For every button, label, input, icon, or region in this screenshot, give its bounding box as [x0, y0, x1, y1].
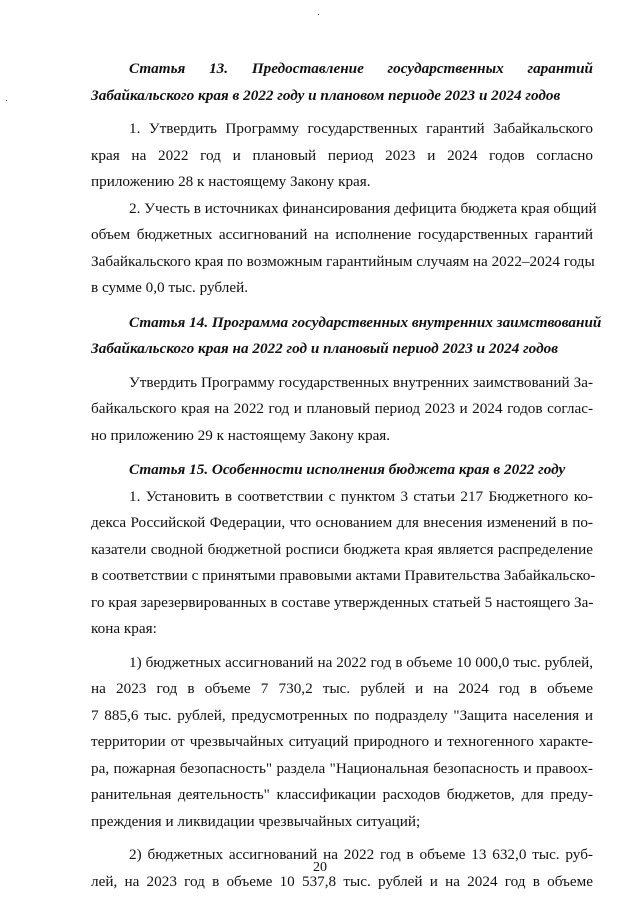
text-line: 1) бюджетных ассигнований на 2022 год в объеме 10 000,0 тыс. рублей,	[129, 653, 593, 671]
article-13-paragraph-1	[91, 116, 593, 196]
heading-line: Статья 13. Предоставление государственных гарантий	[129, 60, 593, 77]
article-13	[91, 56, 597, 302]
heading-line: Статья 14. Программа государственных внутренних заимствований	[129, 313, 602, 331]
text-line: в соответствии с принятыми правовыми актами Правительства Забайкальско-	[91, 567, 596, 584]
article-14-heading	[91, 310, 602, 363]
text-line: 2) бюджетных ассигнований на 2022 год в объеме 13 632,0 тыс. руб-	[129, 846, 593, 863]
article-14	[91, 310, 602, 450]
scan-speck	[6, 100, 7, 101]
text-line: 7 885,6 тыс. рублей, предусмотренных по подразделу "Защита населения и	[91, 706, 593, 724]
text-line: декса Российской Федерации, что основанием для внесения изменений в по-	[91, 514, 593, 531]
article-14-paragraph-1	[91, 370, 593, 450]
text-line: в сумме 0,0 тыс. рублей.	[91, 279, 248, 296]
text-line: на 2023 год в объеме 7 730,2 тыс. рублей и на 2024 год в объеме	[91, 680, 593, 697]
text-line: ра, пожарная безопасность" раздела "Национальная безопасность и правоох-	[91, 759, 593, 777]
scan-speck	[318, 14, 319, 15]
heading-line: Забайкальского края в 2022 году и плановом периоде 2023 и 2024 годов	[91, 86, 561, 104]
article-15-heading	[91, 457, 593, 484]
heading-line: Статья 15. Особенности исполнения бюджета края в 2022 году	[129, 461, 566, 478]
heading-line: Забайкальского края на 2022 год и плановый период 2023 и 2024 годов	[91, 340, 558, 357]
text-line: 2. Учесть в источниках финансирования дефицита бюджета края общий	[129, 199, 597, 217]
text-line: казатели сводной бюджетной росписи бюджета края является распределение	[91, 540, 593, 558]
text-line: го края зарезервированных в составе утвержденных статьей 5 настоящего За-	[91, 593, 594, 611]
text-line: преждения и ликвидации чрезвычайных ситуаций;	[91, 812, 421, 830]
article-15-item-1	[91, 650, 593, 836]
article-15-paragraph-1	[91, 484, 596, 643]
text-line: но приложению 29 к настоящему Закону края.	[91, 426, 391, 444]
article-13-paragraph-2	[91, 196, 597, 302]
document-body	[91, 56, 602, 895]
text-line: ранительная деятельность" классификации расходов бюджетов, для преду-	[91, 786, 593, 803]
article-15	[91, 457, 596, 895]
text-line: байкальского края на 2022 год и плановый период 2023 и 2024 годов соглас-	[91, 400, 593, 417]
text-line: 1. Установить в соответствии с пунктом 3 статьи 217 Бюджетного ко-	[129, 487, 593, 505]
text-line: лей, на 2023 год в объеме 10 537,8 тыс. рублей и на 2024 год в объеме	[91, 872, 593, 890]
text-line: кона края:	[91, 620, 157, 637]
text-line: приложению 28 к настоящему Закону края.	[91, 173, 371, 190]
article-13-heading	[91, 56, 593, 109]
text-line: объем бюджетных ассигнований на исполнение государственных гарантий	[91, 226, 593, 243]
page-number: 20	[313, 860, 327, 875]
text-line: Забайкальского края по возможным гарантийным случаям на 2022–2024 годы	[91, 252, 595, 270]
text-line: Утвердить Программу государственных внутренних заимствований За-	[129, 373, 593, 391]
text-line: территории от чрезвычайных ситуаций природного и техногенного характе-	[91, 733, 593, 750]
text-line: края на 2022 год и плановый период 2023 и 2024 годов согласно	[91, 146, 593, 164]
text-line: 1. Утвердить Программу государственных гарантий Забайкальского	[129, 120, 593, 137]
